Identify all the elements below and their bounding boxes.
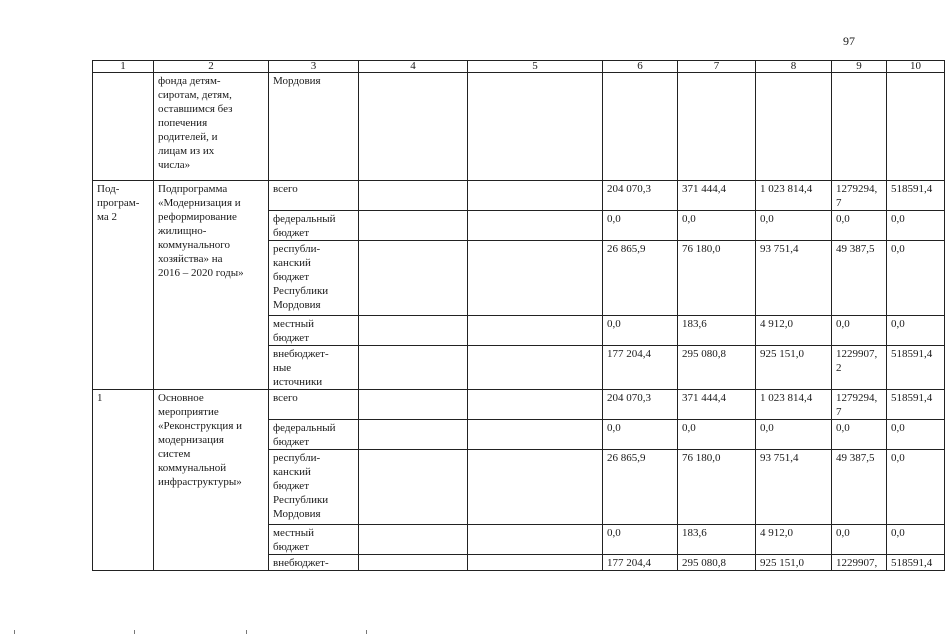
empty-cell (468, 211, 603, 241)
value-cell: 1 023 814,4 (756, 390, 832, 420)
value-cell: 204 070,3 (603, 181, 678, 211)
column-header: 5 (468, 61, 603, 73)
scan-mark (134, 630, 135, 634)
column-header: 9 (832, 61, 887, 73)
activity-code: 1 (93, 390, 154, 571)
value-cell: 4 912,0 (756, 316, 832, 346)
value-cell: 0,0 (887, 450, 945, 525)
empty-cell (832, 73, 887, 181)
empty-cell (468, 525, 603, 555)
empty-cell (468, 555, 603, 571)
column-header: 6 (603, 61, 678, 73)
value-cell: 371 444,4 (678, 181, 756, 211)
value-cell: 925 151,0 (756, 346, 832, 390)
value-cell: 925 151,0 (756, 555, 832, 571)
empty-cell (603, 73, 678, 181)
empty-cell (359, 555, 468, 571)
value-cell: 1279294, 7 (832, 390, 887, 420)
column-header: 4 (359, 61, 468, 73)
funding-source: республи- канский бюджет Республики Мордовия (269, 241, 359, 316)
table-row (93, 390, 945, 420)
value-cell: 0,0 (603, 525, 678, 555)
value-cell: 518591,4 (887, 555, 945, 571)
value-cell: 1229907, (832, 555, 887, 571)
value-cell: 0,0 (887, 525, 945, 555)
value-cell: 518591,4 (887, 181, 945, 211)
scan-mark (14, 630, 15, 634)
empty-cell (468, 241, 603, 316)
empty-cell (468, 450, 603, 525)
subprogram-code: Под- програм- ма 2 (93, 181, 154, 390)
value-cell: 0,0 (756, 420, 832, 450)
scan-mark (246, 630, 247, 634)
value-cell: 4 912,0 (756, 525, 832, 555)
value-cell: 0,0 (887, 241, 945, 316)
column-header: 10 (887, 61, 945, 73)
value-cell: 183,6 (678, 525, 756, 555)
value-cell: 0,0 (887, 211, 945, 241)
value-cell: 295 080,8 (678, 555, 756, 571)
empty-cell (678, 73, 756, 181)
empty-cell (359, 420, 468, 450)
value-cell: 1279294, 7 (832, 181, 887, 211)
empty-cell (359, 241, 468, 316)
empty-cell (468, 73, 603, 181)
empty-cell (359, 316, 468, 346)
empty-cell (359, 450, 468, 525)
value-cell: 0,0 (887, 420, 945, 450)
subprogram-title: Подпрограмма «Модернизация и реформирование жилищно- коммунального хозяйства» на 2016 – 2020 годы» (154, 181, 269, 390)
column-number-row (93, 61, 945, 73)
value-cell: 0,0 (832, 420, 887, 450)
value-cell: 76 180,0 (678, 241, 756, 316)
empty-cell (468, 346, 603, 390)
value-cell: 0,0 (887, 316, 945, 346)
value-cell: 0,0 (603, 211, 678, 241)
value-cell: 518591,4 (887, 390, 945, 420)
value-cell: 0,0 (678, 211, 756, 241)
value-cell: 26 865,9 (603, 450, 678, 525)
value-cell: 49 387,5 (832, 450, 887, 525)
column-header: 3 (269, 61, 359, 73)
value-cell: 0,0 (678, 420, 756, 450)
funding-source: местный бюджет (269, 316, 359, 346)
empty-cell (887, 73, 945, 181)
empty-cell (359, 525, 468, 555)
value-cell: 371 444,4 (678, 390, 756, 420)
empty-cell (468, 420, 603, 450)
page-number: 97 (843, 34, 855, 48)
value-cell: 177 204,4 (603, 555, 678, 571)
value-cell: 93 751,4 (756, 450, 832, 525)
empty-cell (756, 73, 832, 181)
continuation-source: Мордовия (269, 73, 359, 181)
value-cell: 0,0 (603, 316, 678, 346)
column-header: 8 (756, 61, 832, 73)
value-cell: 93 751,4 (756, 241, 832, 316)
value-cell: 0,0 (832, 316, 887, 346)
funding-source: внебюджет- ные источники (269, 346, 359, 390)
scan-edge-marks (0, 630, 905, 632)
scan-mark (366, 630, 367, 634)
empty-cell (359, 390, 468, 420)
value-cell: 0,0 (832, 525, 887, 555)
funding-source: федеральный бюджет (269, 420, 359, 450)
continuation-description: фонда детям- сиротам, детям, оставшимся без попечения родителей, и лицам из их числа» (154, 73, 269, 181)
value-cell: 1 023 814,4 (756, 181, 832, 211)
empty-cell (359, 346, 468, 390)
funding-source: внебюджет- (269, 555, 359, 571)
program-funding-table (92, 60, 945, 571)
value-cell: 177 204,4 (603, 346, 678, 390)
empty-cell (359, 211, 468, 241)
value-cell: 0,0 (832, 211, 887, 241)
value-cell: 26 865,9 (603, 241, 678, 316)
value-cell: 0,0 (756, 211, 832, 241)
empty-cell (359, 181, 468, 211)
column-header: 1 (93, 61, 154, 73)
empty-cell (468, 390, 603, 420)
activity-title: Основное мероприятие «Реконструкция и модернизация систем коммунальной инфраструктуры» (154, 390, 269, 571)
funding-source: федеральный бюджет (269, 211, 359, 241)
empty-cell (93, 73, 154, 181)
table-row (93, 73, 945, 181)
funding-source: местный бюджет (269, 525, 359, 555)
value-cell: 518591,4 (887, 346, 945, 390)
table-row (93, 181, 945, 211)
value-cell: 295 080,8 (678, 346, 756, 390)
value-cell: 204 070,3 (603, 390, 678, 420)
funding-source: республи- канский бюджет Республики Мордовия (269, 450, 359, 525)
column-header: 2 (154, 61, 269, 73)
column-header: 7 (678, 61, 756, 73)
empty-cell (468, 181, 603, 211)
empty-cell (468, 316, 603, 346)
funding-source: всего (269, 181, 359, 211)
value-cell: 183,6 (678, 316, 756, 346)
funding-source: всего (269, 390, 359, 420)
value-cell: 1229907, 2 (832, 346, 887, 390)
value-cell: 49 387,5 (832, 241, 887, 316)
empty-cell (359, 73, 468, 181)
value-cell: 0,0 (603, 420, 678, 450)
value-cell: 76 180,0 (678, 450, 756, 525)
